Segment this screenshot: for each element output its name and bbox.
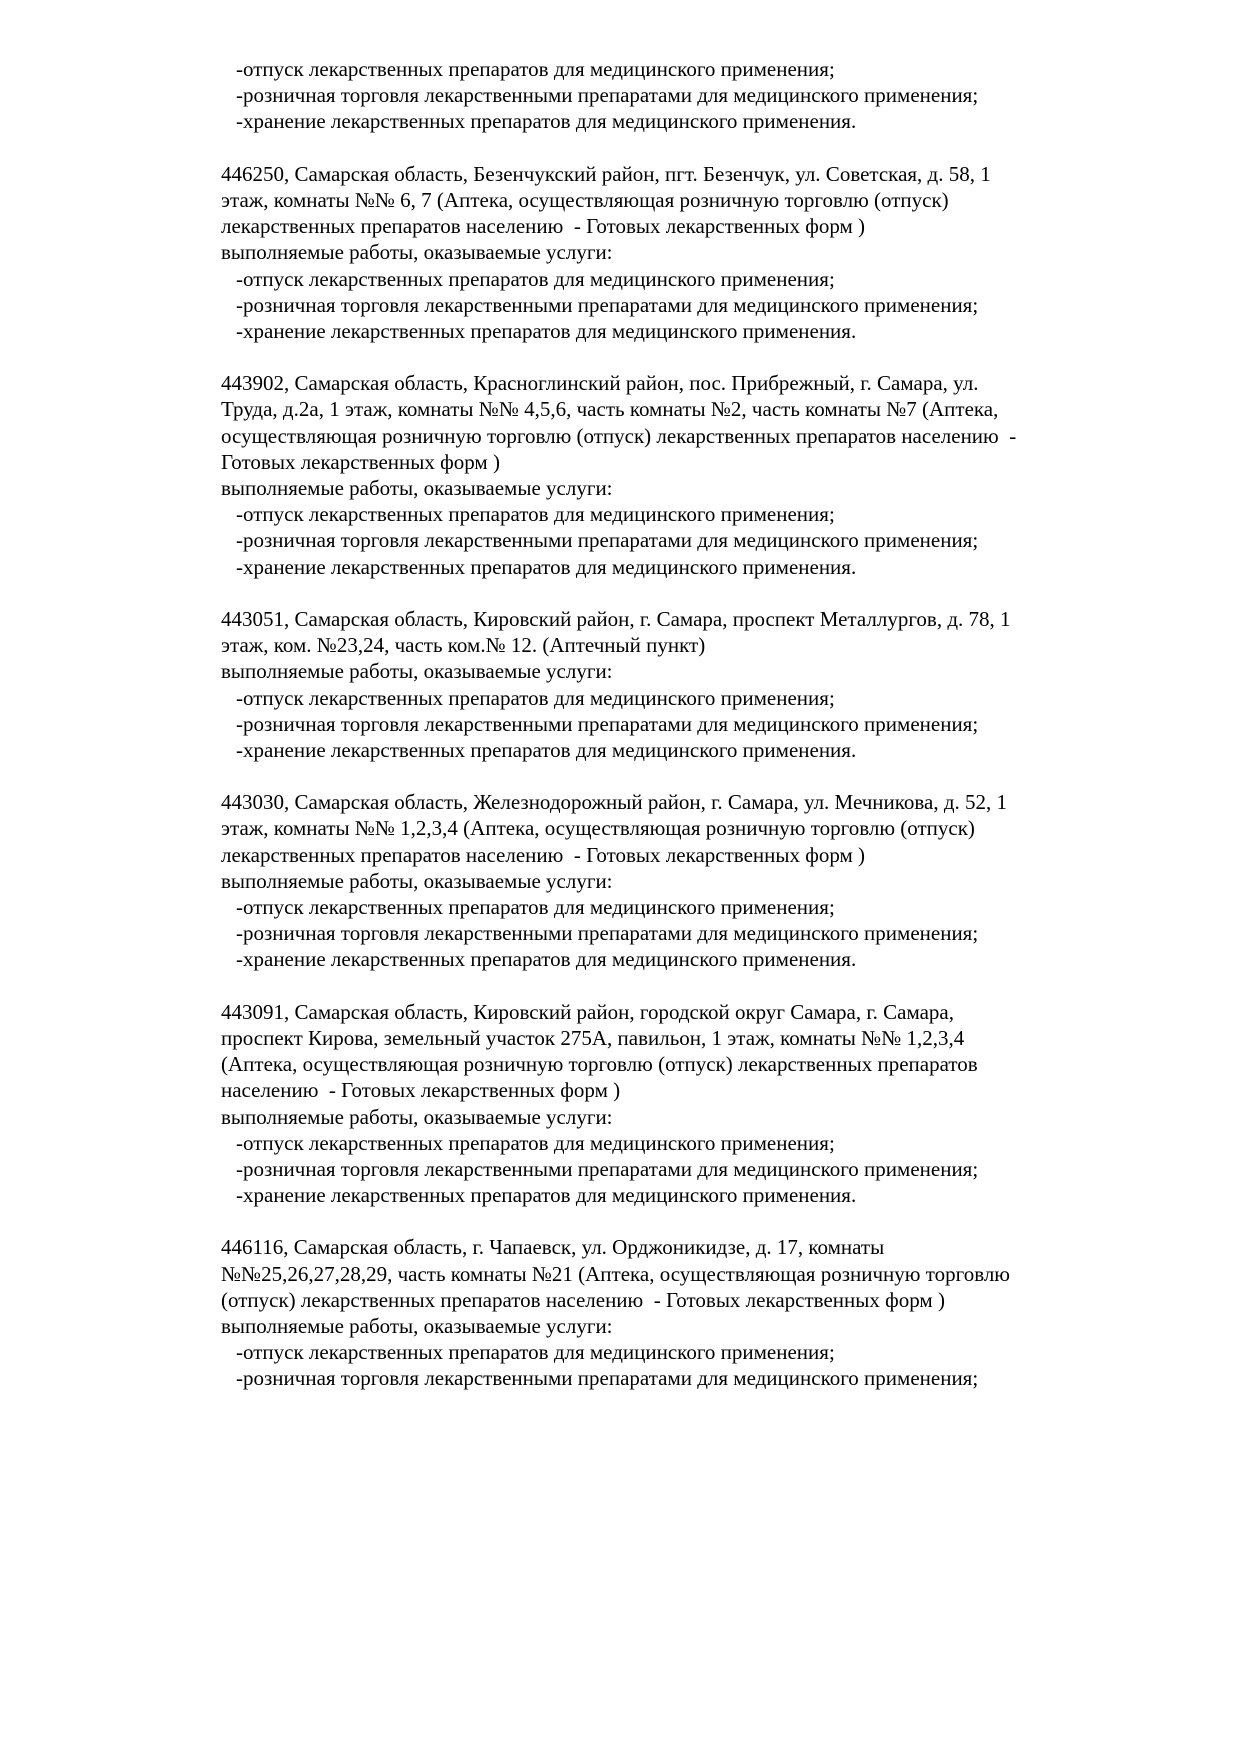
service-item: -отпуск лекарственных препаратов для медицинского применения; [236, 1130, 835, 1155]
address-line: 443030, Самарская область, Железнодорожный район, г. Самара, ул. Мечникова, д. 52, 1 [221, 790, 1008, 815]
pharmacy-entry [221, 789, 1181, 972]
service-item: -отпуск лекарственных препаратов для медицинского применения; [236, 266, 835, 291]
services-heading: выполняемые работы, оказываемые услуги: [221, 868, 613, 893]
service-item: -хранение лекарственных препаратов для медицинского применения. [236, 554, 857, 579]
service-item: -розничная торговля лекарственными препаратами для медицинского применения; [236, 1156, 979, 1181]
service-item: -хранение лекарственных препаратов для медицинского применения. [236, 737, 857, 762]
service-item: -отпуск лекарственных препаратов для медицинского применения; [236, 1340, 835, 1365]
pharmacy-entry [221, 606, 1181, 763]
services-heading: выполняемые работы, оказываемые услуги: [221, 240, 613, 265]
address-line: 446116, Самарская область, г. Чапаевск, ул. Орджоникидзе, д. 17, комнаты [221, 1235, 885, 1260]
services-heading: выполняемые работы, оказываемые услуги: [221, 1314, 613, 1338]
service-item: -розничная торговля лекарственными препаратами для медицинского применения; [236, 83, 979, 108]
service-item: -хранение лекарственных препаратов для медицинского применения. [236, 947, 857, 972]
address-line: (отпуск) лекарственных препаратов населению - Готовых лекарственных форм ) [221, 1287, 945, 1312]
service-item: -отпуск лекарственных препаратов для медицинского применения; [236, 685, 835, 710]
address-line: лекарственных препаратов населению - Готовых лекарственных форм ) [221, 842, 866, 867]
service-item: -розничная торговля лекарственными препаратами для медицинского применения; [236, 292, 979, 317]
intro-services-list [221, 56, 1181, 135]
service-item: -розничная торговля лекарственными препаратами для медицинского применения; [236, 1366, 979, 1391]
service-item: -отпуск лекарственных препаратов для медицинского применения; [236, 895, 835, 919]
pharmacy-entry [221, 999, 1181, 1209]
address-line: 443091, Самарская область, Кировский район, городской округ Самара, г. Самара, [221, 999, 954, 1024]
address-line: населению - Готовых лекарственных форм ) [221, 1078, 621, 1103]
document-page [221, 56, 1181, 1392]
address-line: Готовых лекарственных форм ) [221, 449, 500, 474]
address-line: №№25,26,27,28,29, часть комнаты №21 (Аптека, осуществляющая розничную торговлю [221, 1261, 1010, 1286]
address-line: этаж, комнаты №№ 1,2,3,4 (Аптека, осуществляющая розничную торговлю (отпуск) [221, 816, 975, 841]
spacer [221, 1208, 1181, 1234]
service-item: -розничная торговля лекарственными препаратами для медицинского применения; [236, 528, 979, 553]
spacer [221, 580, 1181, 606]
spacer [221, 763, 1181, 789]
service-item: -хранение лекарственных препаратов для медицинского применения. [236, 109, 857, 134]
spacer [221, 344, 1181, 370]
services-heading: выполняемые работы, оказываемые услуги: [221, 476, 613, 500]
address-line: 446250, Самарская область, Безенчукский район, пгт. Безенчук, ул. Советская, д. 58, 1 [221, 161, 991, 186]
address-line: 443902, Самарская область, Красноглинский район, пос. Прибрежный, г. Самара, ул. [221, 371, 979, 396]
service-item: -розничная торговля лекарственными препаратами для медицинского применения; [236, 711, 979, 736]
address-line: Труда, д.2а, 1 этаж, комнаты №№ 4,5,6, часть комнаты №2, часть комнаты №7 (Аптека, [221, 397, 999, 422]
address-line: этаж, комнаты №№ 6, 7 (Аптека, осуществляющая розничную торговлю (отпуск) [221, 187, 949, 212]
address-line: (Аптека, осуществляющая розничную торговлю (отпуск) лекарственных препаратов [221, 1052, 978, 1077]
service-item: -розничная торговля лекарственными препаратами для медицинского применения; [236, 921, 979, 946]
pharmacy-entry [221, 161, 1181, 344]
address-line: этаж, ком. №23,24, часть ком.№ 12. (Аптечный пункт) [221, 633, 706, 658]
spacer [221, 135, 1181, 161]
spacer [221, 973, 1181, 999]
service-item: -хранение лекарственных препаратов для медицинского применения. [236, 318, 857, 343]
pharmacy-entry [221, 370, 1181, 580]
address-line: 443051, Самарская область, Кировский район, г. Самара, проспект Металлургов, д. 78, 1 [221, 606, 1011, 631]
services-heading: выполняемые работы, оказываемые услуги: [221, 1104, 613, 1129]
address-line: осуществляющая розничную торговлю (отпуск) лекарственных препаратов населению - [221, 423, 1017, 448]
services-heading: выполняемые работы, оказываемые услуги: [221, 659, 613, 684]
address-line: лекарственных препаратов населению - Готовых лекарственных форм ) [221, 214, 866, 239]
service-item: -отпуск лекарственных препаратов для медицинского применения; [236, 502, 835, 527]
pharmacy-entry [221, 1234, 1181, 1391]
service-item: -отпуск лекарственных препаратов для медицинского применения; [236, 57, 835, 81]
address-line: проспект Кирова, земельный участок 275А, павильон, 1 этаж, комнаты №№ 1,2,3,4 [221, 1025, 965, 1050]
service-item: -хранение лекарственных препаратов для медицинского применения. [236, 1183, 857, 1208]
